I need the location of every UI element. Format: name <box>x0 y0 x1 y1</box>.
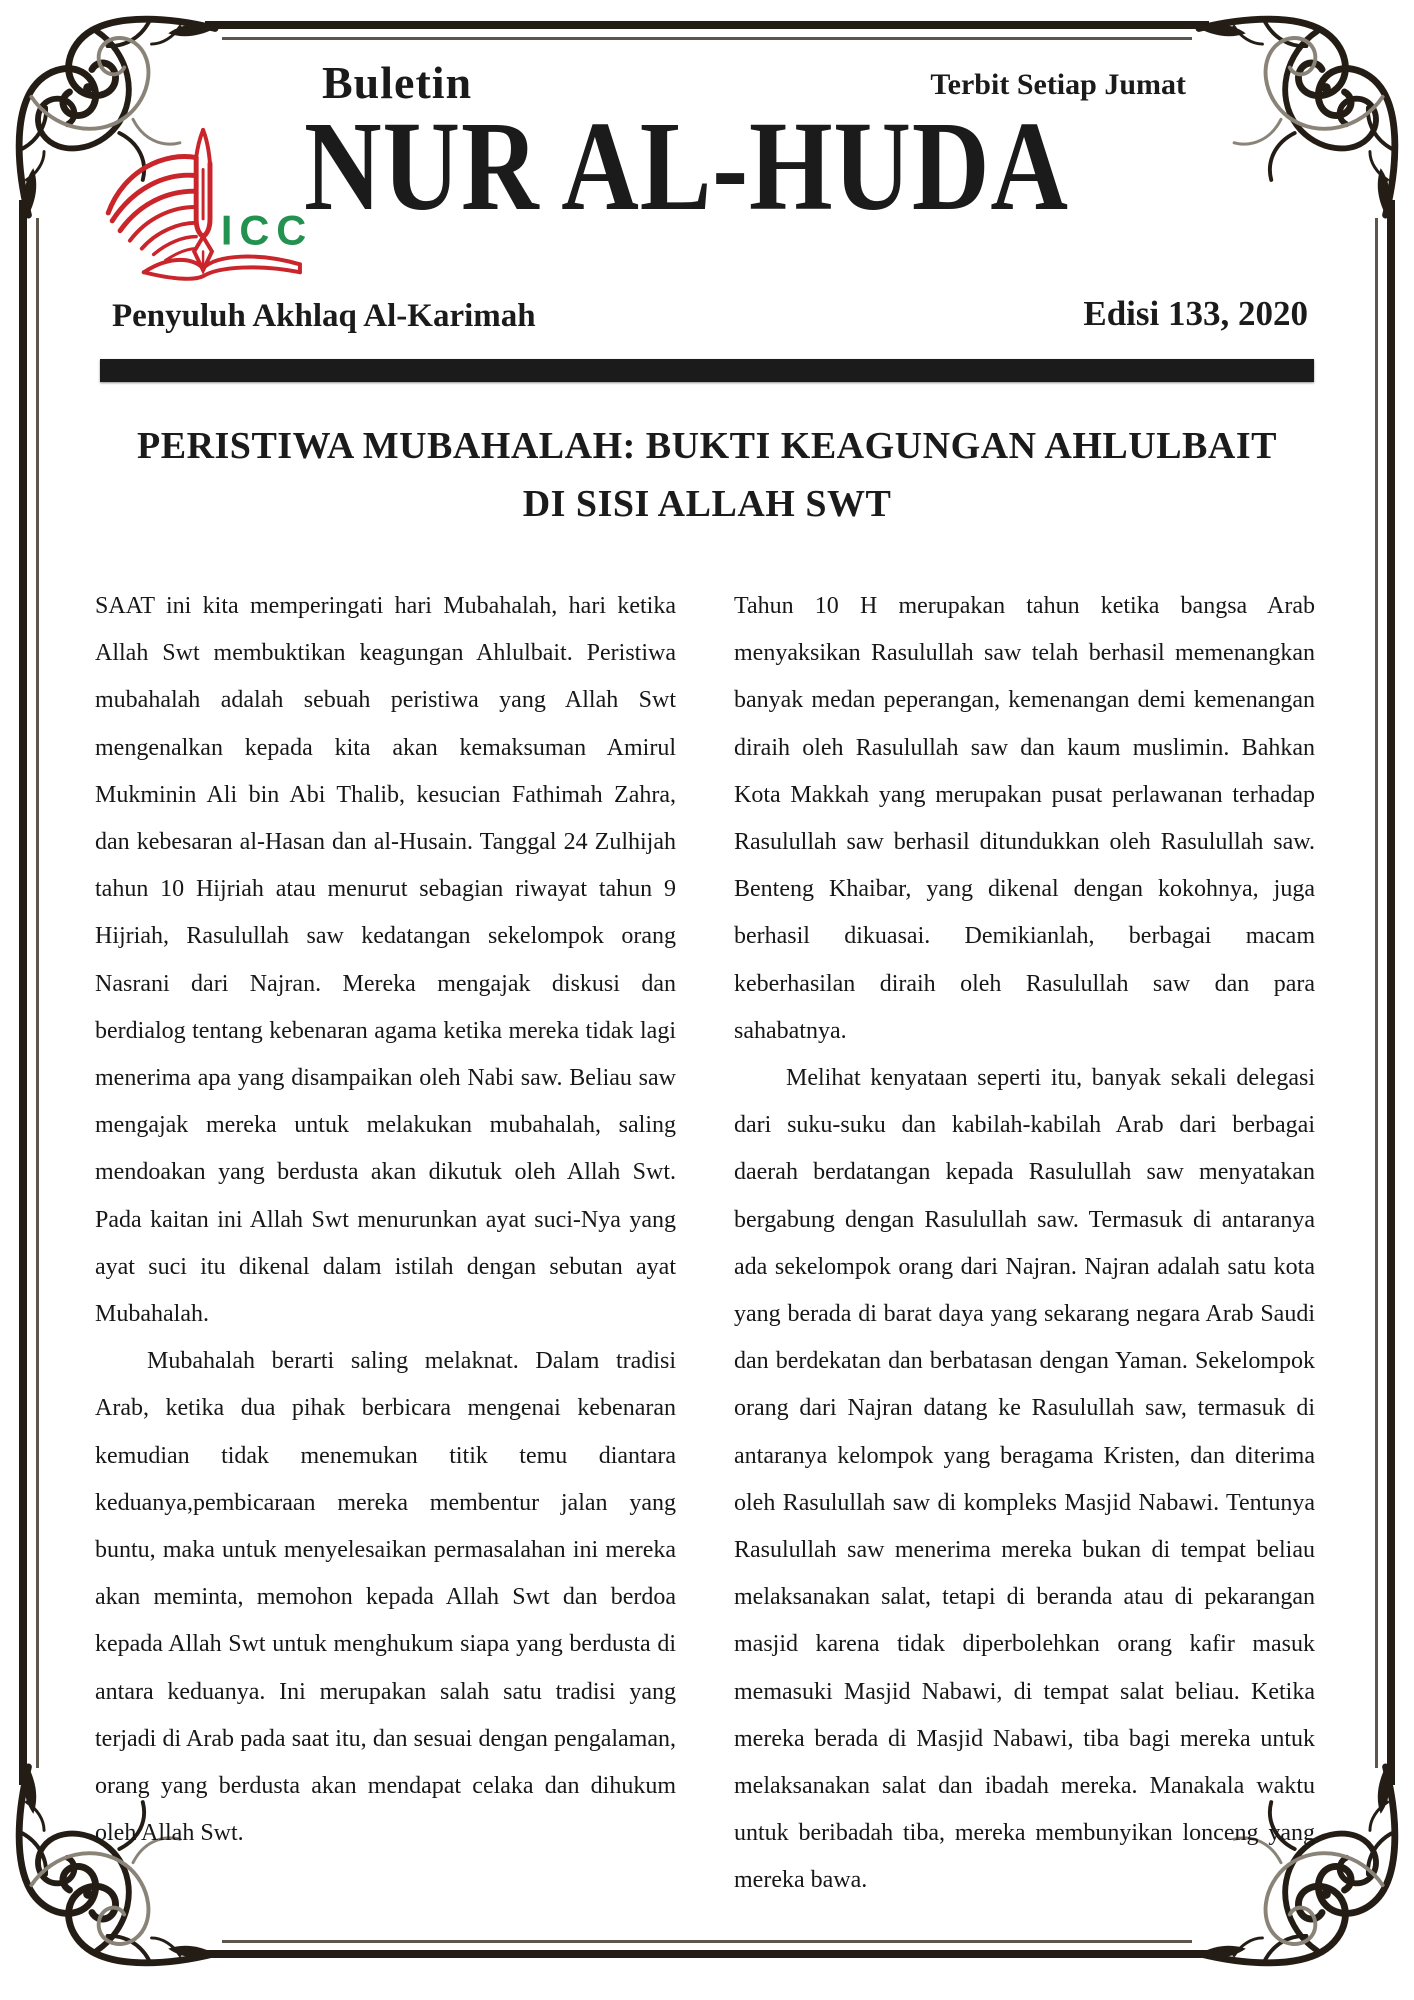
icc-winged-pen-book-logo-icon <box>96 124 324 292</box>
frame-left-thin-rule <box>36 218 39 1768</box>
masthead-frequency: Terbit Setiap Jumat <box>930 68 1186 101</box>
right-column <box>734 583 1315 1905</box>
masthead-divider-bar <box>100 359 1314 382</box>
frame-top-thick-rule <box>205 21 1209 29</box>
frame-left-thick-rule <box>19 200 27 1785</box>
masthead-tagline: Penyuluh Akhlaq Al-Karimah <box>112 298 536 334</box>
masthead-title: NUR AL-HUDA <box>304 95 1069 237</box>
body-paragraph: Tahun 10 H merupakan tahun ketika bangsa Arab menyaksikan Rasulullah saw telah berhasil memenangkan banyak medan peperangan, kemenangan demi kemenangan diraih oleh Rasulullah saw dan kaum muslimin. Bahkan Kota Makkah yang merupakan pusat perlawanan terhadap Rasulullah saw berhasil ditundukkan oleh Rasulullah saw. Benteng Khaibar, yang dikenal dengan kokohnya, juga berhasil dikuasai. Demikianlah, berbagai macam keberhasilan diraih oleh Rasulullah saw dan para sahabatnya. <box>734 593 1315 1044</box>
frame-top-thin-rule <box>222 37 1192 40</box>
frame-bottom-thick-rule <box>205 1950 1209 1958</box>
left-column <box>95 583 676 1905</box>
logo-acronym: ICC <box>220 206 314 254</box>
article-body <box>95 583 1315 1905</box>
article-headline-line1: PERISTIWA MUBAHALAH: BUKTI KEAGUNGAN AHLULBAIT <box>137 425 1277 467</box>
article-headline-line2: DI SISI ALLAH SWT <box>522 483 892 525</box>
edition-label: Edisi 133, 2020 <box>1083 294 1308 333</box>
frame-right-thin-rule <box>1375 218 1378 1768</box>
article-headline <box>95 417 1319 533</box>
frame-bottom-thin-rule <box>222 1940 1192 1943</box>
masthead-kicker: Buletin <box>322 57 473 108</box>
body-paragraph: Melihat kenyataan seperti itu, banyak sekali delegasi dari suku-suku dan kabilah-kabilah Arab dari berbagai daerah berdatangan kepada Rasulullah saw menyatakan bergabung dengan Rasulullah saw. Termasuk di antaranya ada sekelompok orang dari Najran. Najran adalah satu kota yang berada di barat daya yang sekarang negara Arab Saudi dan berdekatan dan berbatasan dengan Yaman. Sekelompok orang dari Najran datang ke Rasulullah saw, termasuk di antaranya kelompok yang beragama Kristen, dan diterima oleh Rasulullah saw di kompleks Masjid Nabawi. Tentunya Rasulullah saw menerima mereka bukan di tempat beliau melaksanakan salat, tetapi di beranda atau di pekarangan masjid karena tidak diperbolehkan orang kafir masuk memasuki Masjid Nabawi, di tempat salat beliau. Ketika mereka berada di Masjid Nabawi, tiba bagi mereka untuk melaksanakan salat dan ibadah mereka. Manakala waktu untuk beribadah tiba, mereka membunyikan lonceng yang mereka bawa. <box>734 1065 1315 1894</box>
acanthus-corner-ornament-icon <box>1195 4 1410 219</box>
body-paragraph: Mubahalah berarti saling melaknat. Dalam tradisi Arab, ketika dua pihak berbicara mengenai kebenaran kemudian tidak menemukan titik temu diantara keduanya,pembicaraan mereka membentur jalan yang buntu, maka untuk menyelesaikan permasalahan ini mereka akan meminta, memohon kepada Allah Swt dan berdoa kepada Allah Swt untuk menghukum siapa yang berdusta di antara keduanya. Ini merupakan salah satu tradisi yang terjadi di Arab pada saat itu, dan sesuai dengan pengalaman, orang yang berdusta akan mendapat celaka dan dihukum oleh Allah Swt. <box>95 1348 676 1847</box>
body-paragraph: SAAT ini kita memperingati hari Mubahalah, hari ketika Allah Swt membuktikan keagungan Ahlulbait. Peristiwa mubahalah adalah sebuah peristiwa yang Allah Swt mengenalkan kepada kita akan kemaksuman Amirul Mukminin Ali bin Abi Thalib, kesucian Fathimah Zahra, dan kebesaran al-Hasan dan al-Husain. Tanggal 24 Zulhijah tahun 10 Hijriah atau menurut sebagian riwayat tahun 9 Hijriah, Rasulullah saw kedatangan sekelompok orang Nasrani dari Najran. Mereka mengajak diskusi dan berdialog tentang kebenaran agama ketika mereka tidak lagi menerima apa yang disampaikan oleh Nabi saw. Beliau saw mengajak mereka untuk melakukan mubahalah, saling mendoakan yang berdusta akan dikutuk oleh Allah Swt. Pada kaitan ini Allah Swt menurunkan ayat suci-Nya yang ayat suci itu dikenal dalam istilah dengan sebutan ayat Mubahalah. <box>95 593 676 1328</box>
frame-right-thick-rule <box>1387 200 1395 1785</box>
